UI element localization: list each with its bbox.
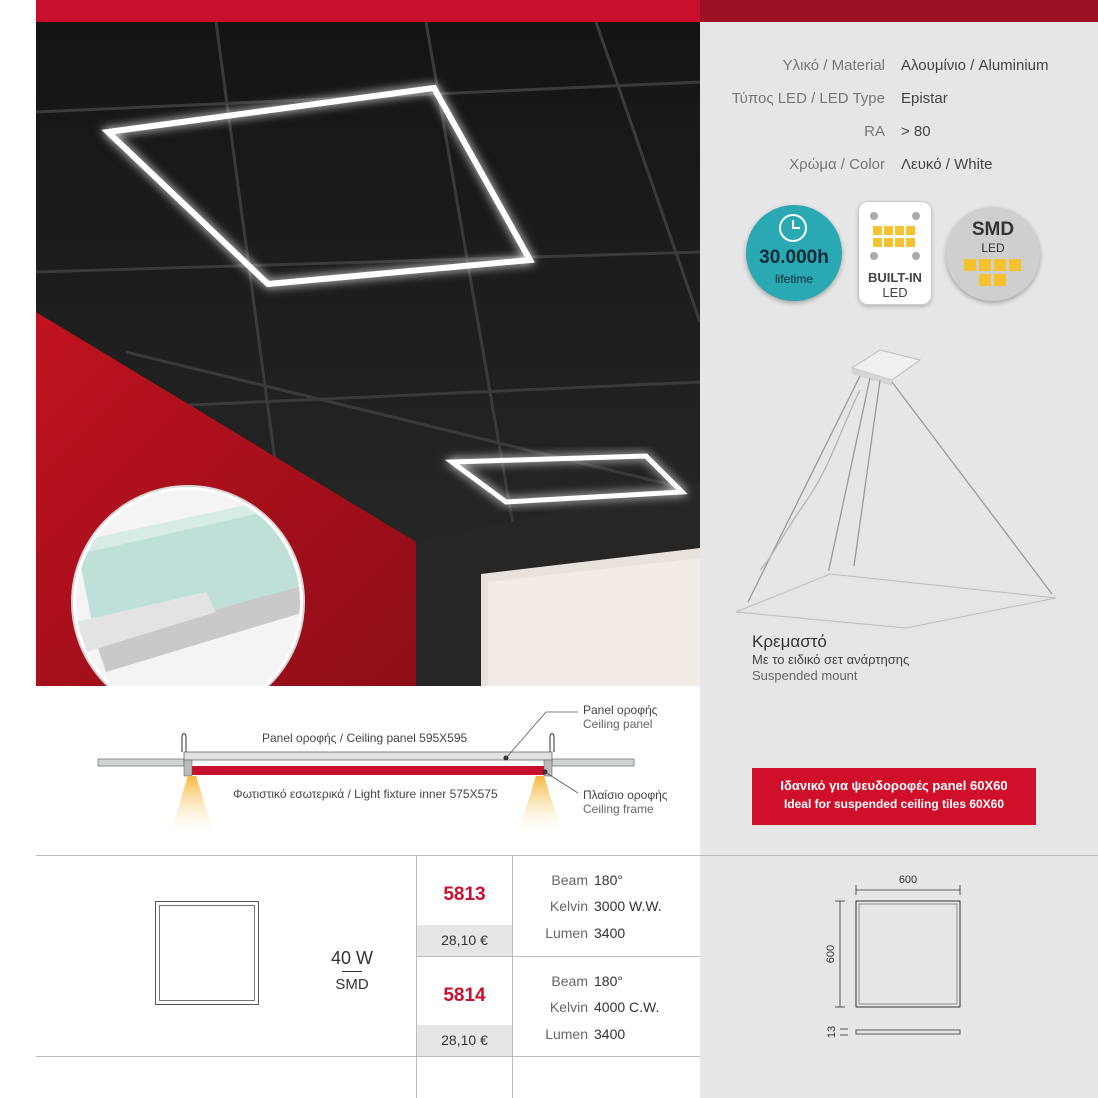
lumen-value: 3400: [594, 1026, 626, 1042]
beam-row: [528, 973, 623, 989]
lumen-row: [528, 1026, 625, 1042]
kelvin-value: 3000 W.W.: [594, 898, 662, 914]
table-col-rule: [512, 855, 513, 1098]
kelvin-row: [528, 999, 659, 1015]
product-code: 5814: [443, 985, 486, 1006]
smd-led-badge: [946, 207, 1040, 301]
lifetime-label: lifetime: [774, 272, 813, 286]
power-divider: [342, 971, 362, 972]
smd-chip-icon: [963, 258, 1023, 288]
led-chip-icon: [867, 208, 923, 264]
kelvin-row: [528, 898, 662, 914]
product-price: 28,10 €: [417, 925, 512, 956]
product-price: 28,10 €: [417, 1025, 512, 1056]
suspended-line2: Suspended mount: [752, 668, 858, 683]
table-top-rule: [36, 855, 1098, 856]
top-banner-right: [700, 0, 1098, 22]
ceiling-frame-el: Πλαίσιο οροφής: [583, 788, 668, 802]
panel-caption: Panel οροφής / Ceiling panel 595X595: [262, 731, 468, 745]
suspended-luminaire-illustration: [720, 340, 1080, 640]
beam-label: Beam: [551, 872, 588, 888]
dimension-depth: 13: [826, 1025, 838, 1039]
smd-label: SMD: [971, 219, 1015, 240]
spec-value: Λευκό / White: [901, 156, 993, 173]
spec-label: RA: [864, 123, 885, 140]
ceiling-panel-en: Ceiling panel: [583, 717, 653, 731]
table-bottom-rule: [36, 1056, 700, 1057]
dimension-drawing: [820, 880, 980, 1040]
dimension-height: 600: [825, 944, 837, 964]
power-rating: 40 W: [330, 948, 373, 968]
ideal-line1: Ιδανικό για ψευδοροφές panel 60X60: [780, 778, 1008, 793]
fixture-caption: Φωτιστικό εσωτερικά / Light fixture inner 575X575: [233, 787, 498, 801]
product-thumbnail: [155, 901, 259, 1005]
beam-label: Beam: [551, 973, 588, 989]
builtin-label: BUILT-IN: [868, 270, 922, 285]
beam-value: 180°: [594, 872, 623, 888]
spec-value: Epistar: [901, 90, 948, 107]
product-photo: [36, 22, 700, 686]
spec-color: [700, 156, 1098, 180]
lifetime-value: 30.000h: [759, 247, 829, 268]
spec-label: Υλικό / Material: [782, 57, 885, 74]
led-type: SMD: [335, 976, 369, 993]
ceiling-frame-en: Ceiling frame: [583, 802, 654, 816]
smd-sub: LED: [981, 241, 1005, 255]
spec-label: Τύπος LED / LED Type: [731, 90, 885, 107]
product-code: 5813: [443, 884, 486, 905]
lumen-row: [528, 925, 625, 941]
spec-label: Χρώμα / Color: [789, 156, 885, 173]
lumen-label: Lumen: [545, 1026, 588, 1042]
ceiling-scene-illustration: [36, 22, 700, 686]
lifetime-badge: [746, 205, 842, 301]
ideal-line2: Ideal for suspended ceiling tiles 60X60: [783, 797, 1005, 811]
spec-material: [700, 57, 1098, 81]
lumen-value: 3400: [594, 925, 626, 941]
beam-row: [528, 872, 623, 888]
dimension-width: 600: [898, 874, 918, 886]
ceiling-panel-el: Panel οροφής: [583, 703, 658, 717]
spec-led-type: [700, 90, 1098, 114]
clock-icon: [779, 214, 807, 242]
beam-value: 180°: [594, 973, 623, 989]
builtin-led-badge: [858, 201, 932, 305]
kelvin-label: Kelvin: [549, 999, 588, 1015]
suspended-title: Κρεμαστό: [752, 632, 827, 651]
table-row-rule: [416, 956, 700, 957]
builtin-sub: LED: [882, 285, 908, 300]
kelvin-value: 4000 C.W.: [594, 999, 660, 1015]
ideal-note: [752, 768, 1036, 825]
suspended-line1: Με το ειδικό σετ ανάρτησης: [752, 652, 910, 667]
lumen-label: Lumen: [545, 925, 588, 941]
spec-ra: [700, 123, 1098, 147]
kelvin-label: Kelvin: [549, 898, 588, 914]
spec-value: Αλουμίνιο / Aluminium: [901, 57, 1049, 74]
spec-value: > 80: [901, 123, 931, 140]
